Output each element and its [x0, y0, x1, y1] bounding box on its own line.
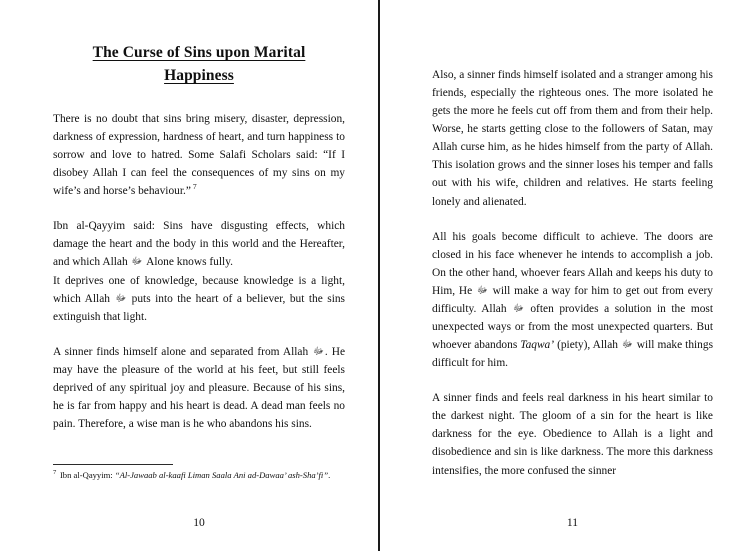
term-taqwa: Taqwa’ [520, 339, 555, 352]
paragraph-3 [53, 272, 345, 326]
paragraph-2-text-a: Ibn al-Qayyim said: Sins have disgusting effects, which damage the heart and the body in this world and the Hereafter, and which Allah [53, 220, 345, 269]
page-number-left: 10 [193, 516, 205, 529]
paragraph-4 [53, 343, 345, 433]
paragraph-6-text-a: All his goals become difficult to achieve. The doors are closed in his face whenever he intends to accomplish a job. On the other hand, whoever fears Allah and keeps his duty to Him, He [432, 230, 713, 297]
paragraph-6-text-c: often provides a solution in the most unexpected ways or from the most unexpected quarters. But whoever abandons [432, 302, 713, 352]
allah-honorific-icon: ﷻ [131, 256, 143, 268]
left-page-body [53, 110, 345, 433]
allah-honorific-icon: ﷻ [621, 339, 633, 351]
page-number-right: 11 [566, 516, 579, 529]
paragraph-5: Also, a sinner finds himself isolated and a stranger among his friends, especially the righteous ones. The more isolated he gets the more he feels cut off from them and from their help. Worse, he starts getting close to the followers of Satan, may Allah curse him, as he hides himself from the party of Allah. This isolation grows and the sinner loses his temper and falls out with his wife, children and relatives. He starts feeling lonely and alienated. [432, 69, 713, 208]
chapter-title-line-1: The Curse of Sins upon Marital [92, 44, 306, 61]
paragraph-3-text-a: It deprives one of knowledge, because knowledge is a light, which Allah [53, 274, 345, 305]
paragraph-2 [53, 217, 345, 271]
right-page-body [432, 0, 713, 480]
paragraph-6 [432, 228, 713, 373]
paragraph-6-text-e: will make things difficult for him. [432, 339, 714, 370]
right-page [379, 0, 750, 551]
paragraph-3-text-b: puts into the heart of a believer, but the sins extinguish that light. [53, 292, 345, 323]
paragraph-2-text-b: Alone knows fully. [143, 256, 233, 269]
footnote-trailing: . [328, 470, 331, 480]
footnote-author: Ibn al-Qayyim: [57, 470, 115, 480]
paragraph-4-text-a: A sinner finds himself alone and separated from Allah [53, 345, 313, 358]
paragraph-6-text-d: (piety), Allah [554, 339, 621, 352]
footnote-source-title: “Al-Jawaab al-kaafi Liman Saala Ani ad-Dawaa’ ash-Sha’fi” [114, 470, 329, 480]
chapter-title-line-2: Happiness [164, 66, 234, 84]
footnote-marker: 7 [53, 469, 57, 477]
footnote-reference-7[interactable]: 7 [192, 182, 197, 192]
paragraph-4-text-b: . He may have the pleasure of the world at his feet, but still feels deprived of any spiritual joy and pleasure. Because of his sins, he is far from happy and his heart is dead. A dead man feels no pain. Therefore, a wise man is he who abandons his sins. [53, 345, 346, 431]
footnote-separator-rule [53, 464, 173, 465]
book-gutter-line [378, 0, 380, 551]
footnote-section [53, 464, 345, 481]
paragraph-1-text: There is no doubt that sins bring misery, disaster, depression, darkness of expression, hardness of heart, and turn happiness to sorrow and love to hatred. Some Salafi Scholars said: “If I disobey Allah I can feel the consequences of my sins on my wife’s and horse’s behaviour.” [53, 112, 345, 198]
chapter-title [53, 0, 345, 88]
paragraph-1 [53, 110, 345, 200]
allah-honorific-icon: ﷻ [115, 292, 127, 304]
allah-honorific-icon: ﷻ [313, 345, 324, 357]
paragraph-7: A sinner finds and feels real darkness in his heart similar to the darkest night. The gloom of a sin for the heart is like darkness for the eye. Obedience to Allah is a light and disobedience and sin is like darkness. The more this darkness intensifies, the more confused the sinner [432, 392, 713, 477]
footnote-7 [53, 469, 345, 481]
allah-honorific-icon: ﷻ [477, 284, 488, 296]
allah-honorific-icon: ﷻ [513, 302, 524, 314]
paragraph-6-text-b: will make a way for him to get out from every difficulty. Allah [432, 284, 714, 315]
